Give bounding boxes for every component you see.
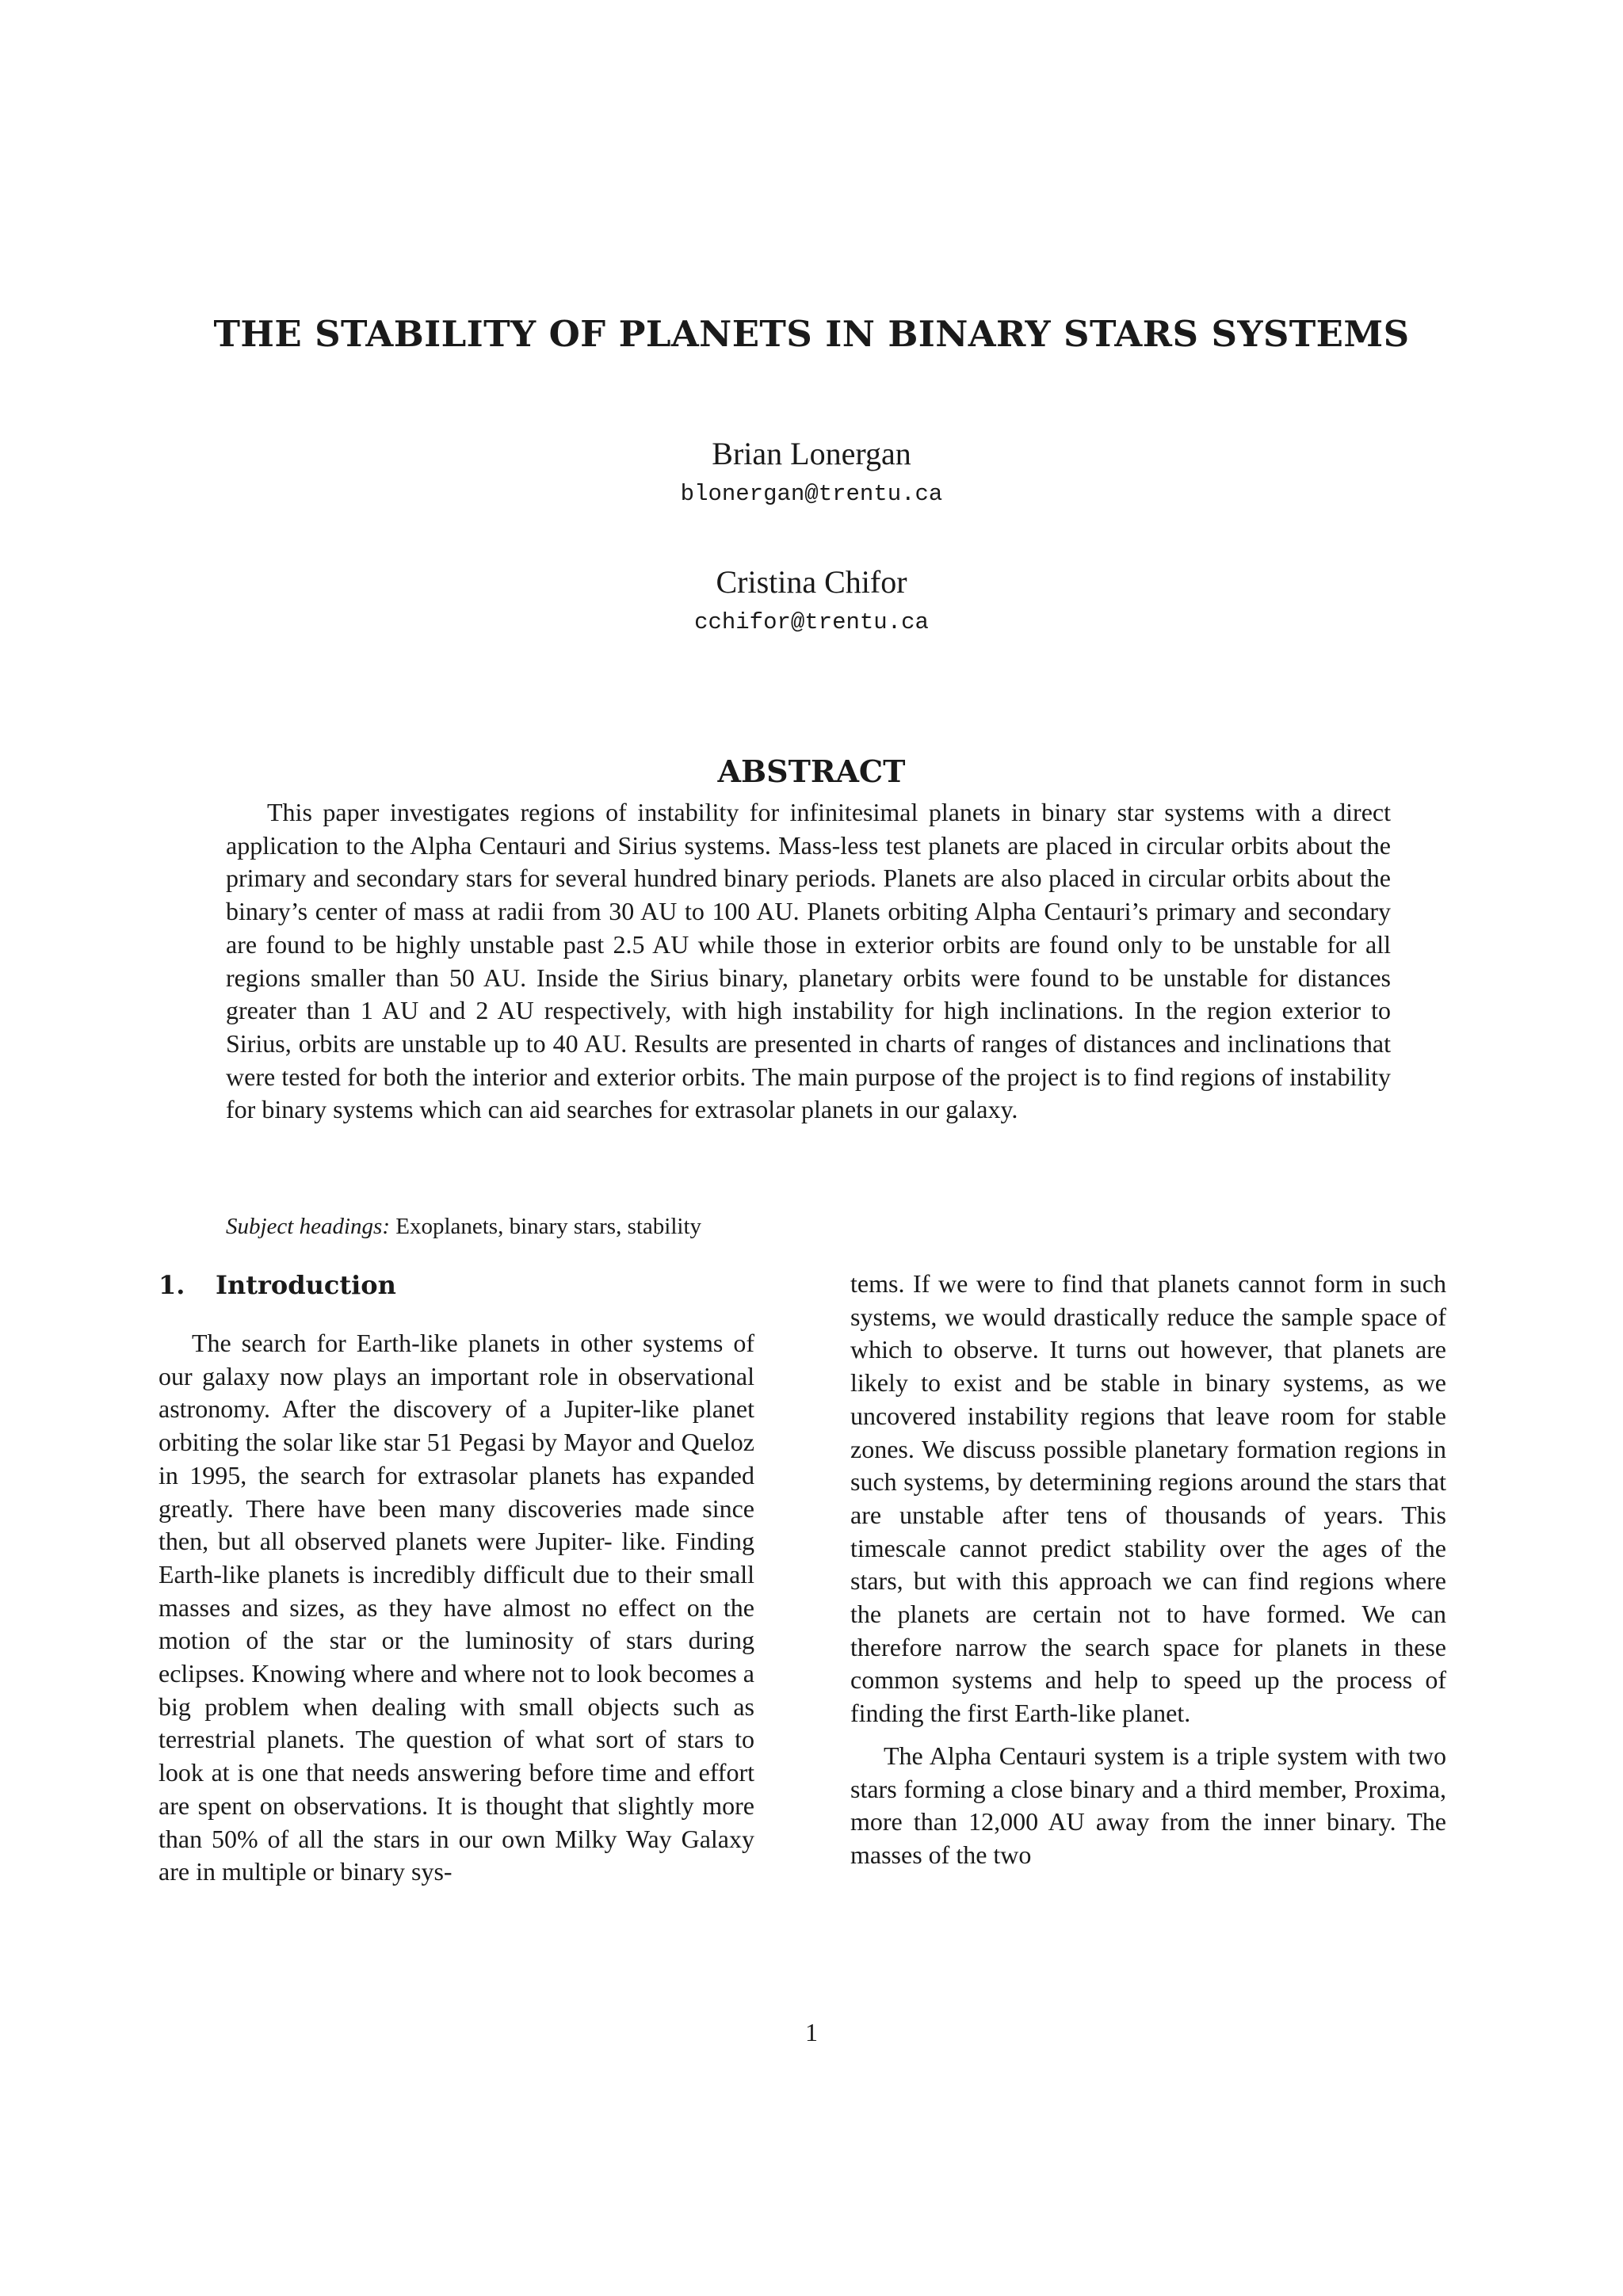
abstract-heading: ABSTRACT <box>717 753 906 789</box>
author-email-1: blonergan@trentu.ca <box>680 481 943 507</box>
section-number: 1. <box>158 1270 185 1300</box>
intro-paragraph-2: The Alpha Centauri system is a triple system with two stars forming a close binary and a third member, Proxima, more than 12,000 AU away from the inner binary. The masses of the two <box>850 1741 1446 1869</box>
subject-headings-text: Exoplanets, binary stars, stability <box>395 1214 702 1239</box>
paper-title: THE STABILITY OF PLANETS IN BINARY STARS SYSTEMS <box>213 313 1410 355</box>
author-name-1: Brian Lonergan <box>712 436 911 471</box>
intro-paragraph-1: The search for Earth-like planets in other systems of our galaxy now plays an important role in observational astronomy. After the discovery of a Jupiter-like planet orbiting the solar like star 51 Pegasi by Mayor and Queloz in 1995, the search for extrasolar planets has expanded greatly. There have been many discoveries made since then, but all observed planets were Jupiter- like. Finding Earth-like planets is incredibly difficult due to their small masses and sizes, as they have almost no effect on the motion of the star or the luminosity of stars during eclipses. Knowing where and where not to look becomes a big problem when dealing with small objects such as terrestrial planets. The question of what sort of stars to look at is one that needs answering before time and effort are spent on observations. It is thought that slightly more than 50% of all the stars in our own Milky Way Galaxy are in multiple or binary sys- <box>158 1329 754 1886</box>
subject-headings-label: Subject headings: <box>226 1214 390 1239</box>
page-number: 1 <box>805 2018 818 2046</box>
author-name-2: Cristina Chifor <box>716 564 907 600</box>
section-title: Introduction <box>216 1270 396 1300</box>
right-column <box>850 1268 1446 1872</box>
intro-paragraph-1-continued: tems. If we were to find that planets cannot form in such systems, we would drastically reduce the sample space of which to observe. It turns out however, that planets are likely to exist and be stable in binary systems, as we uncovered instability regions that leave room for stable zones. We discuss possible planetary formation regions in such systems, by determining regions around the stars that are unstable after tens of thousands of years. This timescale cannot predict stability over the ages of the stars, but with this approach we can find regions where the planets are certain not to have formed. We can therefore narrow the search space for planets in these common systems and help to speed up the process of finding the first Earth-like planet. <box>850 1269 1446 1728</box>
author-email-2: cchifor@trentu.ca <box>694 609 929 635</box>
abstract-text: This paper investigates regions of instability for infinitesimal planets in binary star systems with a direct application to the Alpha Centauri and Sirius systems. Mass-less test planets are placed in circular orbits about the primary and secondary stars for several hundred binary periods. Planets are also placed in circular orbits about the binary’s center of mass at radii from 30 AU to 100 AU. Planets orbiting Alpha Centauri’s primary and secondary are found to be highly unstable past 2.5 AU while those in exterior orbits are found only to be unstable for all regions smaller than 50 AU. Inside the Sirius binary, planetary orbits were found to be unstable for distances greater than 1 AU and 2 AU respectively, with high instability for high inclinations. In the region exterior to Sirius, orbits are unstable up to 40 AU. Results are presented in charts of ranges of distances and inclinations that were tested for both the interior and exterior orbits. The main purpose of the project is to find regions of instability for binary systems which can aid searches for extrasolar planets in our galaxy. <box>226 798 1391 1124</box>
subject-headings <box>226 1211 1391 1242</box>
section-heading <box>158 1268 396 1302</box>
left-column <box>158 1327 754 1889</box>
